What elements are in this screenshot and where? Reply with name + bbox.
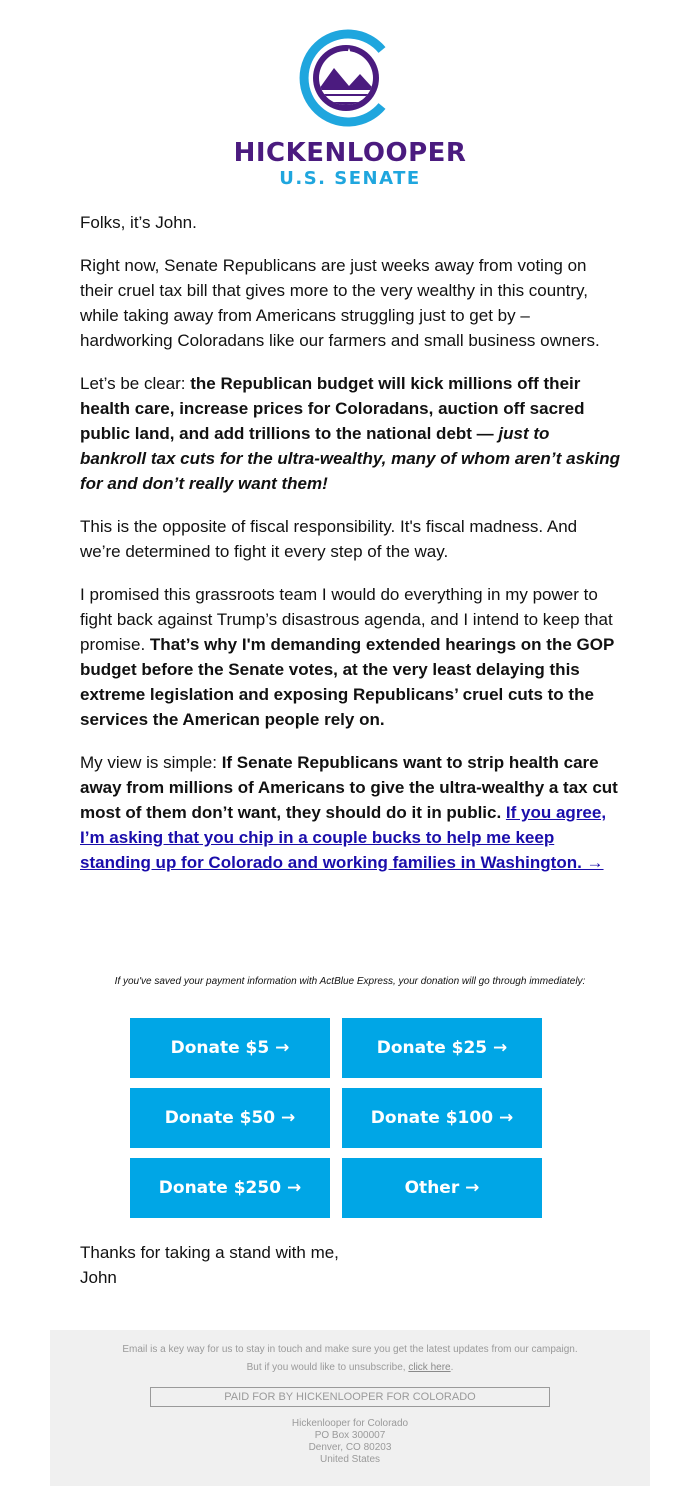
paid-for-disclaimer: PAID FOR BY HICKENLOOPER FOR COLORADO (150, 1387, 550, 1407)
logo (0, 28, 700, 188)
signoff-line: Thanks for taking a stand with me, (80, 1243, 339, 1262)
donate-25-button[interactable]: Donate $25 → (342, 1018, 542, 1078)
signoff-name: John (80, 1268, 117, 1287)
paragraph-4-lead: I promised this grassroots team I would do everything in my power to fight back against Trump’s disastrous agenda, and I intend to keep that promise. (80, 585, 613, 654)
greeting: Folks, it’s John. (80, 213, 197, 232)
address-line: United States (319, 1454, 381, 1465)
paragraph-1: Right now, Senate Republicans are just weeks away from voting on their cruel tax bill that gives more to the very wealthy in this country, while taking away from Americans struggling just to get by – hardworking Coloradans like our farmers and small business owners. (80, 256, 600, 350)
paragraph-2-bold-italic: just to bankroll tax cuts for the ultra-wealthy, many of whom aren’t asking for and don’t really want them! (80, 424, 621, 493)
paragraph-4 (80, 582, 620, 732)
donate-250-button[interactable]: Donate $250 → (130, 1158, 330, 1218)
donate-50-button[interactable]: Donate $50 → (130, 1088, 330, 1148)
address-line: Hickenlooper for Colorado (291, 1418, 409, 1429)
paragraph-5 (80, 750, 620, 875)
donate-other-button[interactable]: Other → (342, 1158, 542, 1218)
paragraph-2-bold: the Republican budget will kick millions off their health care, increase prices for Coloradans, auction off sacred public land, and add trillions to the national debt — (80, 374, 585, 443)
unsubscribe-lead: But if you would like to unsubscribe, (246, 1362, 409, 1373)
mailing-address (50, 1418, 650, 1466)
campaign-logo-icon (294, 28, 394, 128)
paragraph-5-bold: If Senate Republicans want to strip health care away from millions of Americans to give the ultra-wealthy a tax cut most of them don’t want, they should do it in public. (80, 753, 618, 822)
unsubscribe-link[interactable]: click here (408, 1362, 451, 1373)
donate-5-button[interactable]: Donate $5 → (130, 1018, 330, 1078)
donate-100-button[interactable]: Donate $100 → (342, 1088, 542, 1148)
paragraph-4-bold: That’s why I'm demanding extended hearings on the GOP budget before the Senate votes, at the very least delaying this extreme legislation and exposing Republicans’ cruel cuts to the services the American people rely on. (80, 635, 614, 729)
signoff (80, 1240, 339, 1290)
paragraph-2 (80, 371, 620, 496)
logo-subtitle: U.S. SENATE (279, 168, 421, 189)
logo-name: HICKENLOOPER (233, 138, 467, 168)
paragraph-3: This is the opposite of fiscal responsibility. It's fiscal madness. And we’re determined to fight it every step of the way. (80, 517, 578, 561)
footer (50, 1330, 650, 1486)
actblue-note: If you've saved your payment information with ActBlue Express, your donation will go through immediately: (114, 976, 586, 987)
footer-email-note: Email is a key way for us to stay in touch and make sure you get the latest updates from our campaign. (122, 1344, 578, 1355)
paragraph-2-lead: Let’s be clear: (80, 374, 191, 393)
email-body (80, 210, 620, 893)
address-line: Denver, CO 80203 (308, 1442, 392, 1453)
footer-unsubscribe-line (50, 1362, 650, 1373)
donate-link[interactable]: If you agree, I’m asking that you chip in a couple bucks to help me keep standing up for Colorado and working families in Washington. → (80, 803, 607, 872)
unsubscribe-tail: . (450, 1362, 454, 1373)
paragraph-5-lead: My view is simple: (80, 753, 222, 772)
address-line: PO Box 300007 (314, 1430, 386, 1441)
